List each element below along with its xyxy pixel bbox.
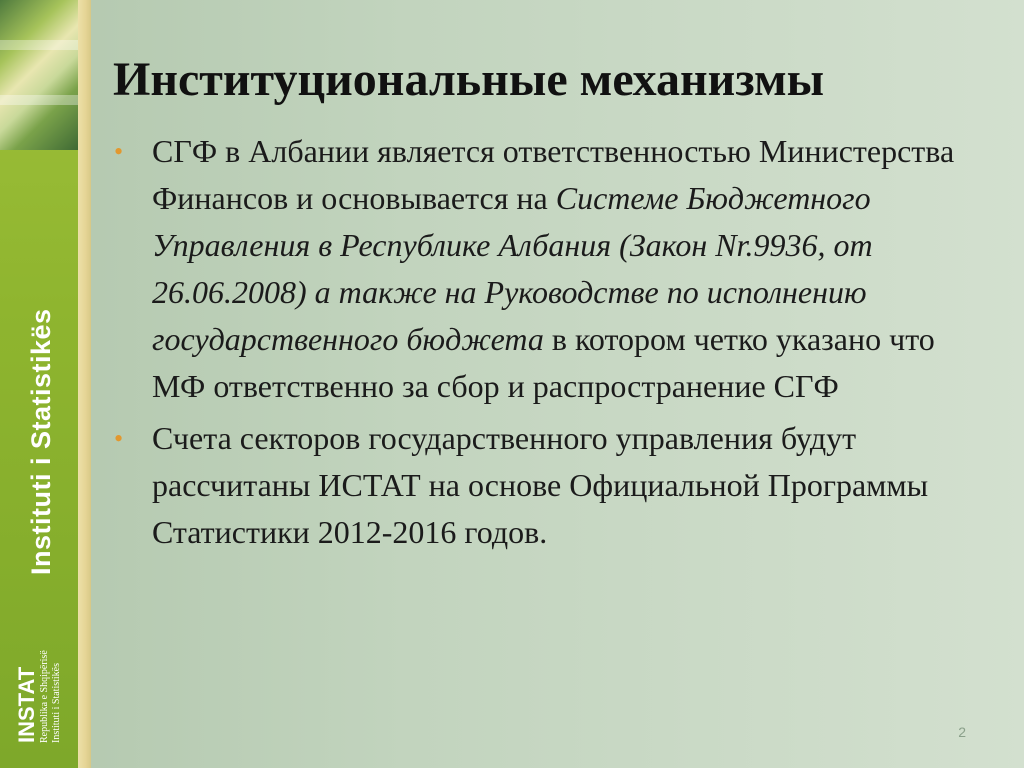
sidebar-divider xyxy=(78,0,91,768)
header-photo xyxy=(0,0,78,150)
svg-text:Instituti i Statistikës: Instituti i Statistikës xyxy=(51,662,62,743)
slide-title: Институциональные механизмы xyxy=(113,53,825,106)
bullet-marker: • xyxy=(114,424,124,453)
bullet-marker: • xyxy=(114,137,124,166)
bullet-text: в котором четко указано что МФ ответственно за сбор и распространение СГФ xyxy=(152,321,935,404)
bullet-text-italic: Системе Бюджетного Управления в Республике Албания (Закон Nr.9936, от 26.06.2008) а также на Руководстве по исполнению государственного бюджета xyxy=(152,180,873,357)
instat-logo xyxy=(14,625,72,745)
svg-text:INSTAT: INSTAT xyxy=(14,666,39,743)
bullet-text: Счета секторов государственного управления будут рассчитаны ИСТАТ на основе Официальной Программы Статистики 2012-2016 годов. xyxy=(152,420,929,550)
bullet-text: СГФ в Албании является ответственностью Министерства Финансов и основывается на xyxy=(152,133,955,216)
page-number: 2 xyxy=(958,724,966,740)
bullet-item xyxy=(112,128,992,410)
sidebar-vertical-text: Instituti i Statistikës xyxy=(26,308,56,575)
bullet-item xyxy=(112,415,992,556)
svg-text:Republika e Shqipërisë: Republika e Shqipërisë xyxy=(39,650,50,743)
sidebar xyxy=(0,0,78,768)
bullet-list xyxy=(112,128,992,556)
